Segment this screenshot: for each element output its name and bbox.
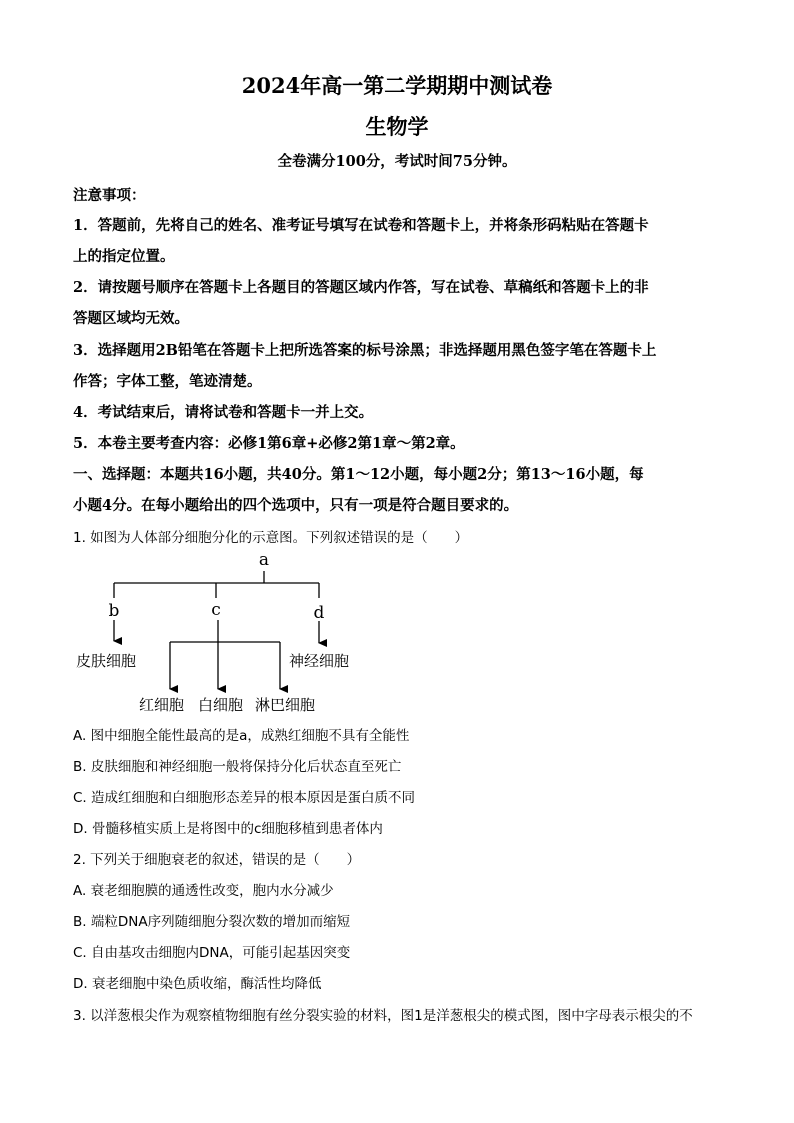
label-lymph-cell: 淋巴细胞 [255,696,316,714]
note-line: 答题区域均无效。 [73,310,189,327]
question-2-option-d: D. 衰老细胞中染色质收缩，酶活性均降低 [73,976,322,992]
label-c: c [211,600,221,620]
question-2-option-c: C. 自由基攻击细胞内DNA，可能引起基因突变 [73,945,351,961]
label-white-cell: 白细胞 [198,696,244,714]
question-1-option-c: C. 造成红细胞和白细胞形态差异的根本原因是蛋白质不同 [73,790,416,806]
subject-title: 生物学 [365,114,429,139]
note-line: 4．考试结束后，请将试卷和答题卡一并上交。 [73,404,374,421]
question-1-option-a: A. 图中细胞全能性最高的是a，成熟红细胞不具有全能性 [73,728,410,744]
question-2-stem: 2. 下列关于细胞衰老的叙述，错误的是（ ） [73,852,361,868]
question-2-option-a: A. 衰老细胞膜的通透性改变，胞内水分减少 [73,883,334,899]
label-d: d [313,603,325,623]
section-heading-line: 小题4分。在每小题给出的四个选项中，只有一项是符合题目要求的。 [73,497,519,514]
question-1-option-d: D. 骨髓移植实质上是将图中的c细胞移植到患者体内 [73,821,383,837]
exam-info: 全卷满分100分，考试时间75分钟。 [277,153,517,170]
question-1-option-b: B. 皮肤细胞和神经细胞一般将保持分化后状态直至死亡 [73,759,402,775]
note-line: 上的指定位置。 [73,248,175,265]
cell-differentiation-diagram [60,545,400,720]
note-line: 5．本卷主要考查内容：必修1第6章+必修2第1章～第2章。 [73,435,465,452]
note-line: 3．选择题用2B铅笔在答题卡上把所选答案的标号涂黑；非选择题用黑色签字笔在答题卡上 [73,342,657,359]
note-line: 作答；字体工整，笔迹清楚。 [73,373,262,390]
label-a: a [258,550,270,570]
section-heading-line: 一、选择题：本题共16小题，共40分。第1～12小题，每小题2分；第13～16小题，每 [73,466,644,483]
question-3-stem: 3. 以洋葱根尖作为观察植物细胞有丝分裂实验的材料，图1是洋葱根尖的模式图，图中字母表示根尖的不 [73,1008,693,1024]
question-1-stem: 1. 如图为人体部分细胞分化的示意图。下列叙述错误的是（ ） [73,530,469,546]
question-2-option-b: B. 端粒DNA序列随细胞分裂次数的增加而缩短 [73,914,351,930]
label-skin-cell: 皮肤细胞 [76,652,137,670]
exam-title: 2024年高一第二学期期中测试卷 [241,73,553,98]
label-b: b [108,601,120,621]
note-line: 1．答题前，先将自己的姓名、准考证号填写在试卷和答题卡上，并将条形码粘贴在答题卡 [73,217,649,234]
notes-heading: 注意事项： [73,187,146,204]
note-line: 2．请按题号顺序在答题卡上各题目的答题区域内作答，写在试卷、草稿纸和答题卡上的非 [73,279,649,296]
label-nerve-cell: 神经细胞 [289,652,350,670]
label-red-cell: 红细胞 [139,696,185,714]
